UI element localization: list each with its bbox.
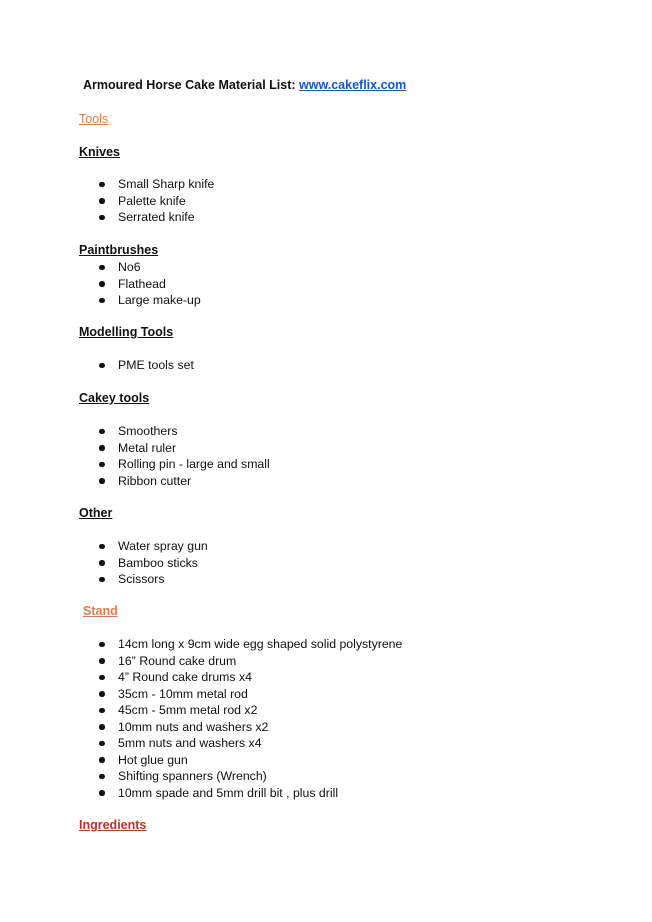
list-item: Bamboo sticks <box>0 555 208 572</box>
bullet-icon <box>99 560 105 566</box>
bullet-icon <box>99 215 105 221</box>
list-item: Palette knife <box>0 193 214 210</box>
bullet-icon <box>99 774 105 780</box>
heading-cakey-tools: Cakey tools <box>79 391 150 405</box>
list-item: Ribbon cutter <box>0 473 270 490</box>
list-item: Shifting spanners (Wrench) <box>0 768 402 785</box>
bullet-icon <box>99 544 105 550</box>
list-item: No6 <box>0 259 201 276</box>
bullet-icon <box>99 658 105 664</box>
list-item: Metal ruler <box>0 440 270 457</box>
other-list <box>0 538 208 588</box>
bullet-icon <box>99 577 105 583</box>
bullet-icon <box>99 445 105 451</box>
list-item: 35cm - 10mm metal rod <box>0 686 402 703</box>
knives-list <box>0 176 214 226</box>
list-item: 14cm long x 9cm wide egg shaped solid polystyrene <box>0 636 402 653</box>
bullet-icon <box>99 429 105 435</box>
bullet-icon <box>99 478 105 484</box>
bullet-icon <box>99 298 105 304</box>
section-ingredients: Ingredients <box>79 818 147 832</box>
paintbrushes-list <box>0 259 201 309</box>
title-text: Armoured Horse Cake Material List: <box>83 78 296 92</box>
bullet-icon <box>99 708 105 714</box>
heading-paintbrushes: Paintbrushes <box>79 243 159 257</box>
list-item: 16” Round cake drum <box>0 653 402 670</box>
list-item: Scissors <box>0 571 208 588</box>
bullet-icon <box>99 741 105 747</box>
bullet-icon <box>99 182 105 188</box>
list-item: Small Sharp knife <box>0 176 214 193</box>
bullet-icon <box>99 198 105 204</box>
list-item: 10mm spade and 5mm drill bit , plus drill <box>0 785 402 802</box>
bullet-icon <box>99 281 105 287</box>
cakeflix-link[interactable]: www.cakeflix.com <box>299 78 407 92</box>
bullet-icon <box>99 363 105 369</box>
list-item: Rolling pin - large and small <box>0 456 270 473</box>
list-item: Serrated knife <box>0 209 214 226</box>
bullet-icon <box>99 642 105 648</box>
bullet-icon <box>99 724 105 730</box>
list-item: Large make-up <box>0 292 201 309</box>
cakey-list <box>0 423 270 489</box>
heading-other: Other <box>79 506 113 520</box>
heading-knives: Knives <box>79 145 120 159</box>
page-title <box>83 78 406 92</box>
list-item: 10mm nuts and washers x2 <box>0 719 402 736</box>
section-stand: Stand <box>83 604 118 618</box>
list-item: 4” Round cake drums x4 <box>0 669 402 686</box>
list-item: Hot glue gun <box>0 752 402 769</box>
bullet-icon <box>99 675 105 681</box>
list-item: PME tools set <box>0 357 194 374</box>
list-item: 5mm nuts and washers x4 <box>0 735 402 752</box>
list-item: Flathead <box>0 276 201 293</box>
bullet-icon <box>99 462 105 468</box>
list-item: 45cm - 5mm metal rod x2 <box>0 702 402 719</box>
list-item: Smoothers <box>0 423 270 440</box>
list-item: Water spray gun <box>0 538 208 555</box>
section-tools: Tools <box>79 112 109 126</box>
modelling-list <box>0 357 194 374</box>
bullet-icon <box>99 790 105 796</box>
bullet-icon <box>99 757 105 763</box>
heading-modelling-tools: Modelling Tools <box>79 325 174 339</box>
bullet-icon <box>99 691 105 697</box>
bullet-icon <box>99 265 105 271</box>
stand-list <box>0 636 402 801</box>
